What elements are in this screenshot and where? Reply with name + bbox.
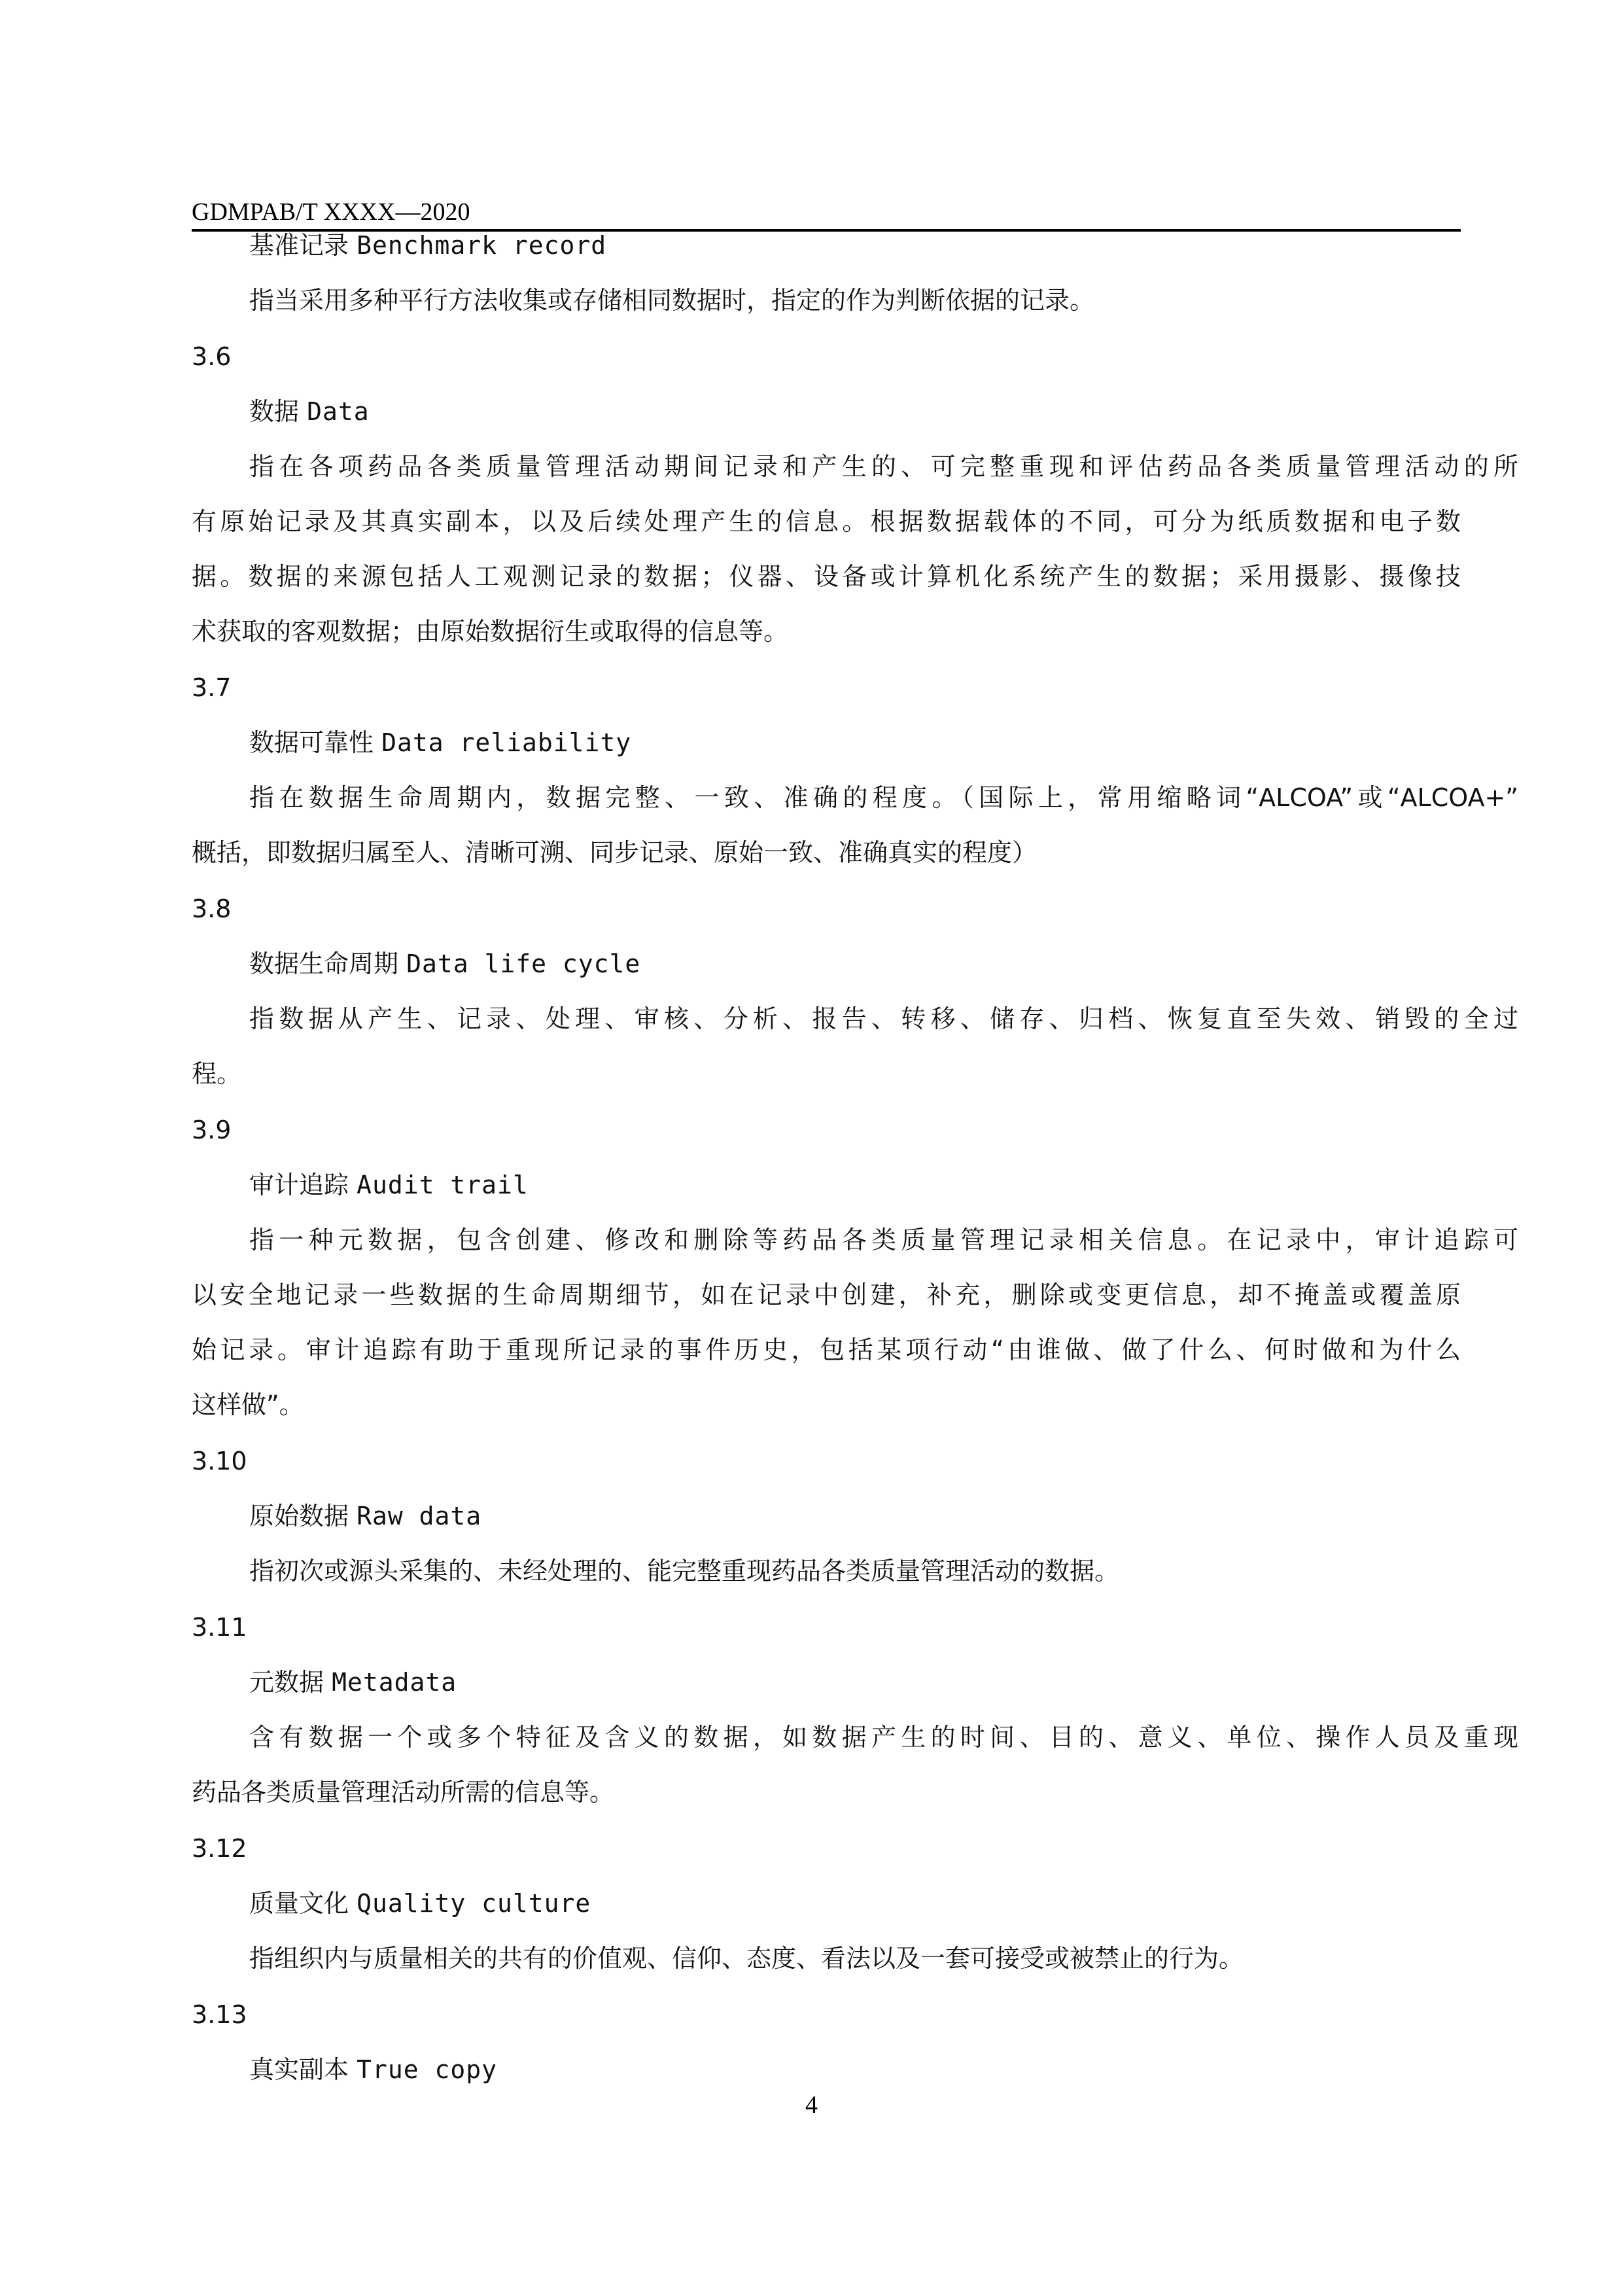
term-number: 3.13	[192, 2000, 247, 2029]
term-number: 3.8	[192, 894, 232, 923]
term-definition-line: 指当采用多种平行方法收集或存储相同数据时，指定的作为判断依据的记录。	[249, 286, 1095, 315]
term-en: Data life cycle	[406, 949, 641, 978]
term-definition-line: 以安全地记录一些数据的生命周期细节，如在记录中创建，补充，删除或变更信息，却不掩盖或覆盖原	[192, 1280, 1461, 1309]
term-definition-line: 指在各项药品各类质量管理活动期间记录和产生的、可完整重现和评估药品各类质量管理活动的所	[249, 452, 1518, 481]
term-zh: 审计追踪	[249, 1171, 349, 1199]
term-number: 3.7	[192, 673, 232, 702]
term-definition-line: 概括，即数据归属至人、清晰可溯、同步记录、原始一致、准确真实的程度）	[192, 838, 1038, 867]
term-en: Benchmark record	[357, 231, 607, 260]
term-definition-line: 据。数据的来源包括人工观测记录的数据；仪器、设备或计算机化系统产生的数据；采用摄影、摄像技	[192, 562, 1461, 591]
term-heading	[192, 2053, 1518, 2086]
term-definition-line: 指组织内与质量相关的共有的价值观、信仰、态度、看法以及一套可接受或被禁止的行为。	[249, 1944, 1244, 1973]
term-zh: 真实副本	[249, 2055, 349, 2084]
term-en: Quality culture	[357, 1889, 591, 1918]
term-heading	[192, 395, 1518, 428]
term-heading	[192, 1666, 1518, 1699]
term-definition-line: 含有数据一个或多个特征及含义的数据，如数据产生的时间、目的、意义、单位、操作人员及重现	[249, 1723, 1518, 1752]
term-number: 3.10	[192, 1447, 247, 1475]
term-en: Data reliability	[381, 728, 632, 757]
term-definition-line: 始记录。审计追踪有助于重现所记录的事件历史，包括某项行动“由谁做、做了什么、何时做和为什么	[192, 1335, 1461, 1364]
page-header	[192, 191, 1461, 232]
term-heading	[192, 1500, 1518, 1532]
term-en: Audit trail	[357, 1171, 529, 1199]
term-definition-line: 有原始记录及其真实副本，以及后续处理产生的信息。根据数据载体的不同，可分为纸质数据和电子数	[192, 507, 1461, 536]
term-zh: 数据可靠性	[249, 728, 374, 757]
term-definition-line: 术获取的客观数据；由原始数据衍生或取得的信息等。	[192, 617, 789, 646]
term-en: Data	[307, 397, 370, 426]
term-heading	[192, 1887, 1518, 1920]
term-heading	[192, 1169, 1518, 1201]
term-number: 3.6	[192, 342, 232, 371]
term-en: Raw data	[357, 1502, 482, 1530]
term-definition-line: 指初次或源头采集的、未经处理的、能完整重现药品各类质量管理活动的数据。	[249, 1557, 1120, 1585]
term-heading	[192, 947, 1518, 980]
term-number: 3.12	[192, 1834, 247, 1863]
term-heading	[192, 229, 1518, 262]
term-zh: 元数据	[249, 1668, 324, 1697]
term-en: True copy	[357, 2055, 498, 2084]
doc-code: GDMPAB/T XXXX—2020	[192, 198, 470, 226]
term-definition-line: 程。	[192, 1059, 242, 1088]
term-zh: 数据生命周期	[249, 949, 399, 978]
page-number: 4	[805, 2091, 818, 2119]
term-heading	[192, 726, 1518, 759]
term-en: Metadata	[332, 1668, 457, 1697]
term-zh: 基准记录	[249, 231, 349, 260]
term-definition-line: 指数据从产生、记录、处理、审核、分析、报告、转移、储存、归档、恢复直至失效、销毁的全过	[249, 1004, 1518, 1033]
term-zh: 原始数据	[249, 1502, 349, 1530]
term-number: 3.11	[192, 1613, 247, 1642]
term-definition-line: 这样做”。	[192, 1390, 304, 1419]
term-definition-line: 指在数据生命周期内，数据完整、一致、准确的程度。（国际上，常用缩略词“ALCOA”或“ALCOA+”	[249, 783, 1518, 812]
term-number: 3.9	[192, 1116, 232, 1144]
term-zh: 质量文化	[249, 1889, 349, 1918]
term-zh: 数据	[249, 397, 300, 426]
term-definition-line: 药品各类质量管理活动所需的信息等。	[192, 1778, 615, 1807]
term-definition-line: 指一种元数据，包含创建、修改和删除等药品各类质量管理记录相关信息。在记录中，审计追踪可	[249, 1226, 1518, 1254]
